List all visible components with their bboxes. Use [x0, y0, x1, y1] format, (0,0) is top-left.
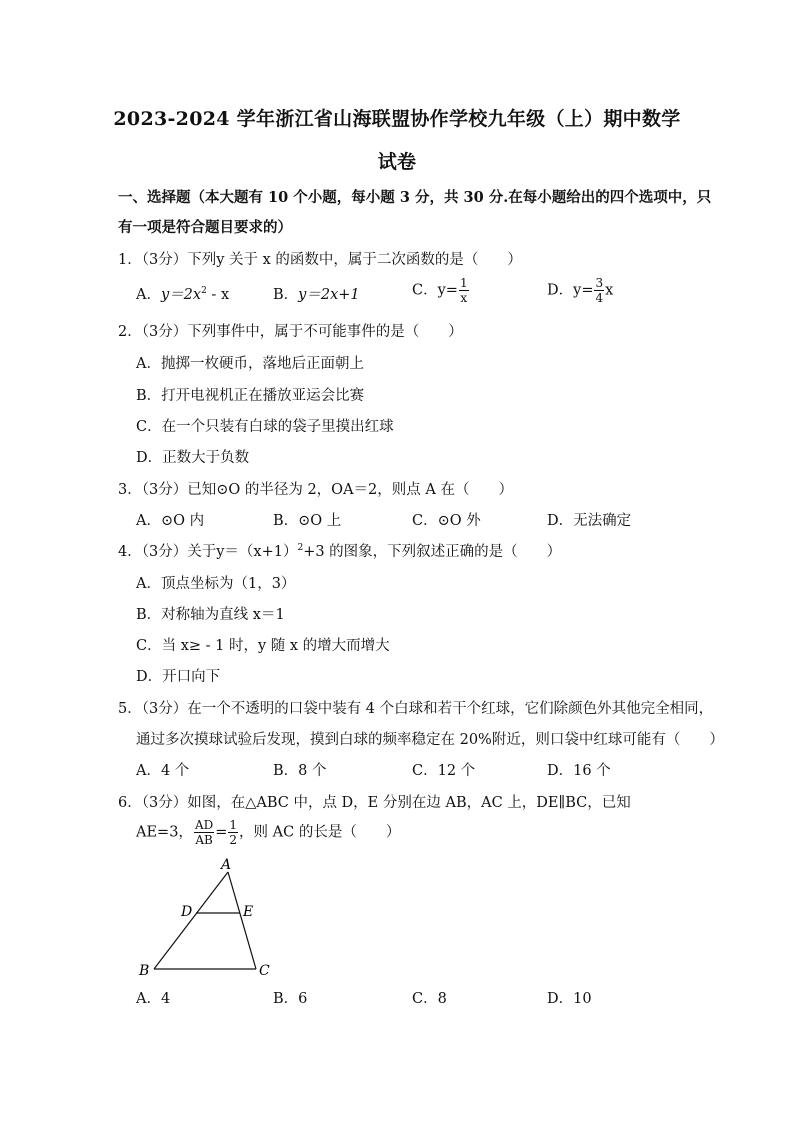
question-6-stem-cont: AE=3， $\frac{AD}{AB}$ = $\frac{1}{2}$ ，则 AC 的长是（ ） — [136, 818, 401, 847]
question-2-option-b: B．打开电视机正在播放亚运会比赛 — [136, 388, 365, 404]
exam-title-line2: 试卷 — [377, 151, 417, 173]
question-2-stem: 2．（3分）下列事件中，属于不可能事件的是（ ） — [118, 324, 463, 340]
question-3-stem: 3．（3分）已知⊙O 的半径为 2，OA＝2，则点 A 在（ ） — [118, 482, 513, 498]
question-4-stem: 4．（3分）关于$y=(x+1)^2+3$ 的图象，下列叙述正确的是（ ） — [118, 543, 562, 560]
question-5-option-c: C．12 个 — [412, 763, 476, 779]
vertex-label-d: D — [181, 904, 193, 920]
question-5-option-d: D．16 个 — [547, 763, 611, 779]
question-4-option-c: C．当 x≥ - 1 时，y 随 x 的增大而增大 — [136, 638, 390, 654]
question-1-stem: 1．（3分）下列y 关于 x 的函数中，属于二次函数的是（ ） — [118, 252, 522, 268]
question-1-option-d: D．y= $\frac{3}{4}$ x — [547, 276, 614, 305]
question-5-stem-cont: 通过多次摸球试验后发现，摸到白球的频率稳定在 20%附近，则口袋中红球可能有（ ） — [136, 732, 724, 748]
question-6-stem: 6．（3分）如图，在△ABC 中，点 D，E 分别在边 AB，AC 上，DE∥BC，已知 — [118, 795, 631, 811]
vertex-label-a: A — [221, 857, 232, 873]
question-5-option-a: A．4 个 — [136, 763, 190, 779]
question-4-option-b: B．对称轴为直线 x＝1 — [136, 607, 285, 623]
question-2-option-d: D．正数大于负数 — [136, 450, 250, 466]
triangle-figure — [130, 855, 280, 985]
question-3-option-c: C．⊙O 外 — [412, 513, 481, 529]
question-2-option-c: C．在一个只装有白球的袋子里摸出红球 — [136, 419, 394, 435]
question-3-option-a: A．⊙O 内 — [136, 513, 205, 529]
question-1-option-b: B．y＝2x+1 — [273, 287, 360, 303]
vertex-label-c: C — [259, 963, 270, 979]
section-heading-cont: 有一项是符合题目要求的） — [118, 219, 292, 236]
question-6-option-a: A．4 — [136, 991, 171, 1007]
exam-title-line1: 2023-2024 学年浙江省山海联盟协作学校九年级（上）期中数学 — [113, 108, 681, 130]
question-3-option-d: D．无法确定 — [547, 513, 632, 529]
question-3-option-b: B．⊙O 上 — [273, 513, 342, 529]
question-2-option-a: A．抛掷一枚硬币，落地后正面朝上 — [136, 356, 364, 372]
side-ac — [228, 872, 256, 969]
question-6-option-b: B．6 — [273, 991, 308, 1007]
vertex-label-e: E — [243, 904, 254, 920]
question-1-option-c: C．y= $\frac{1}{x}$ — [412, 276, 468, 305]
section-heading: 一、选择题（本大题有 10 个小题，每小题 3 分，共 30 分.在每小题给出的四个选项中，只 — [118, 189, 712, 206]
question-6-option-d: D．10 — [547, 991, 592, 1007]
vertex-label-b: B — [139, 963, 150, 979]
question-5-option-b: B．8 个 — [273, 763, 327, 779]
question-4-option-d: D．开口向下 — [136, 669, 221, 685]
question-1-option-a: A．$y=2x^2 - x$ — [136, 286, 230, 303]
question-6-option-c: C．8 — [412, 991, 447, 1007]
side-ab — [154, 872, 228, 969]
question-4-option-a: A．顶点坐标为（1，3） — [136, 576, 296, 592]
question-5-stem: 5．（3分）在一个不透明的口袋中装有 4 个白球和若干个红球，它们除颜色外其他完全相同， — [118, 701, 714, 717]
